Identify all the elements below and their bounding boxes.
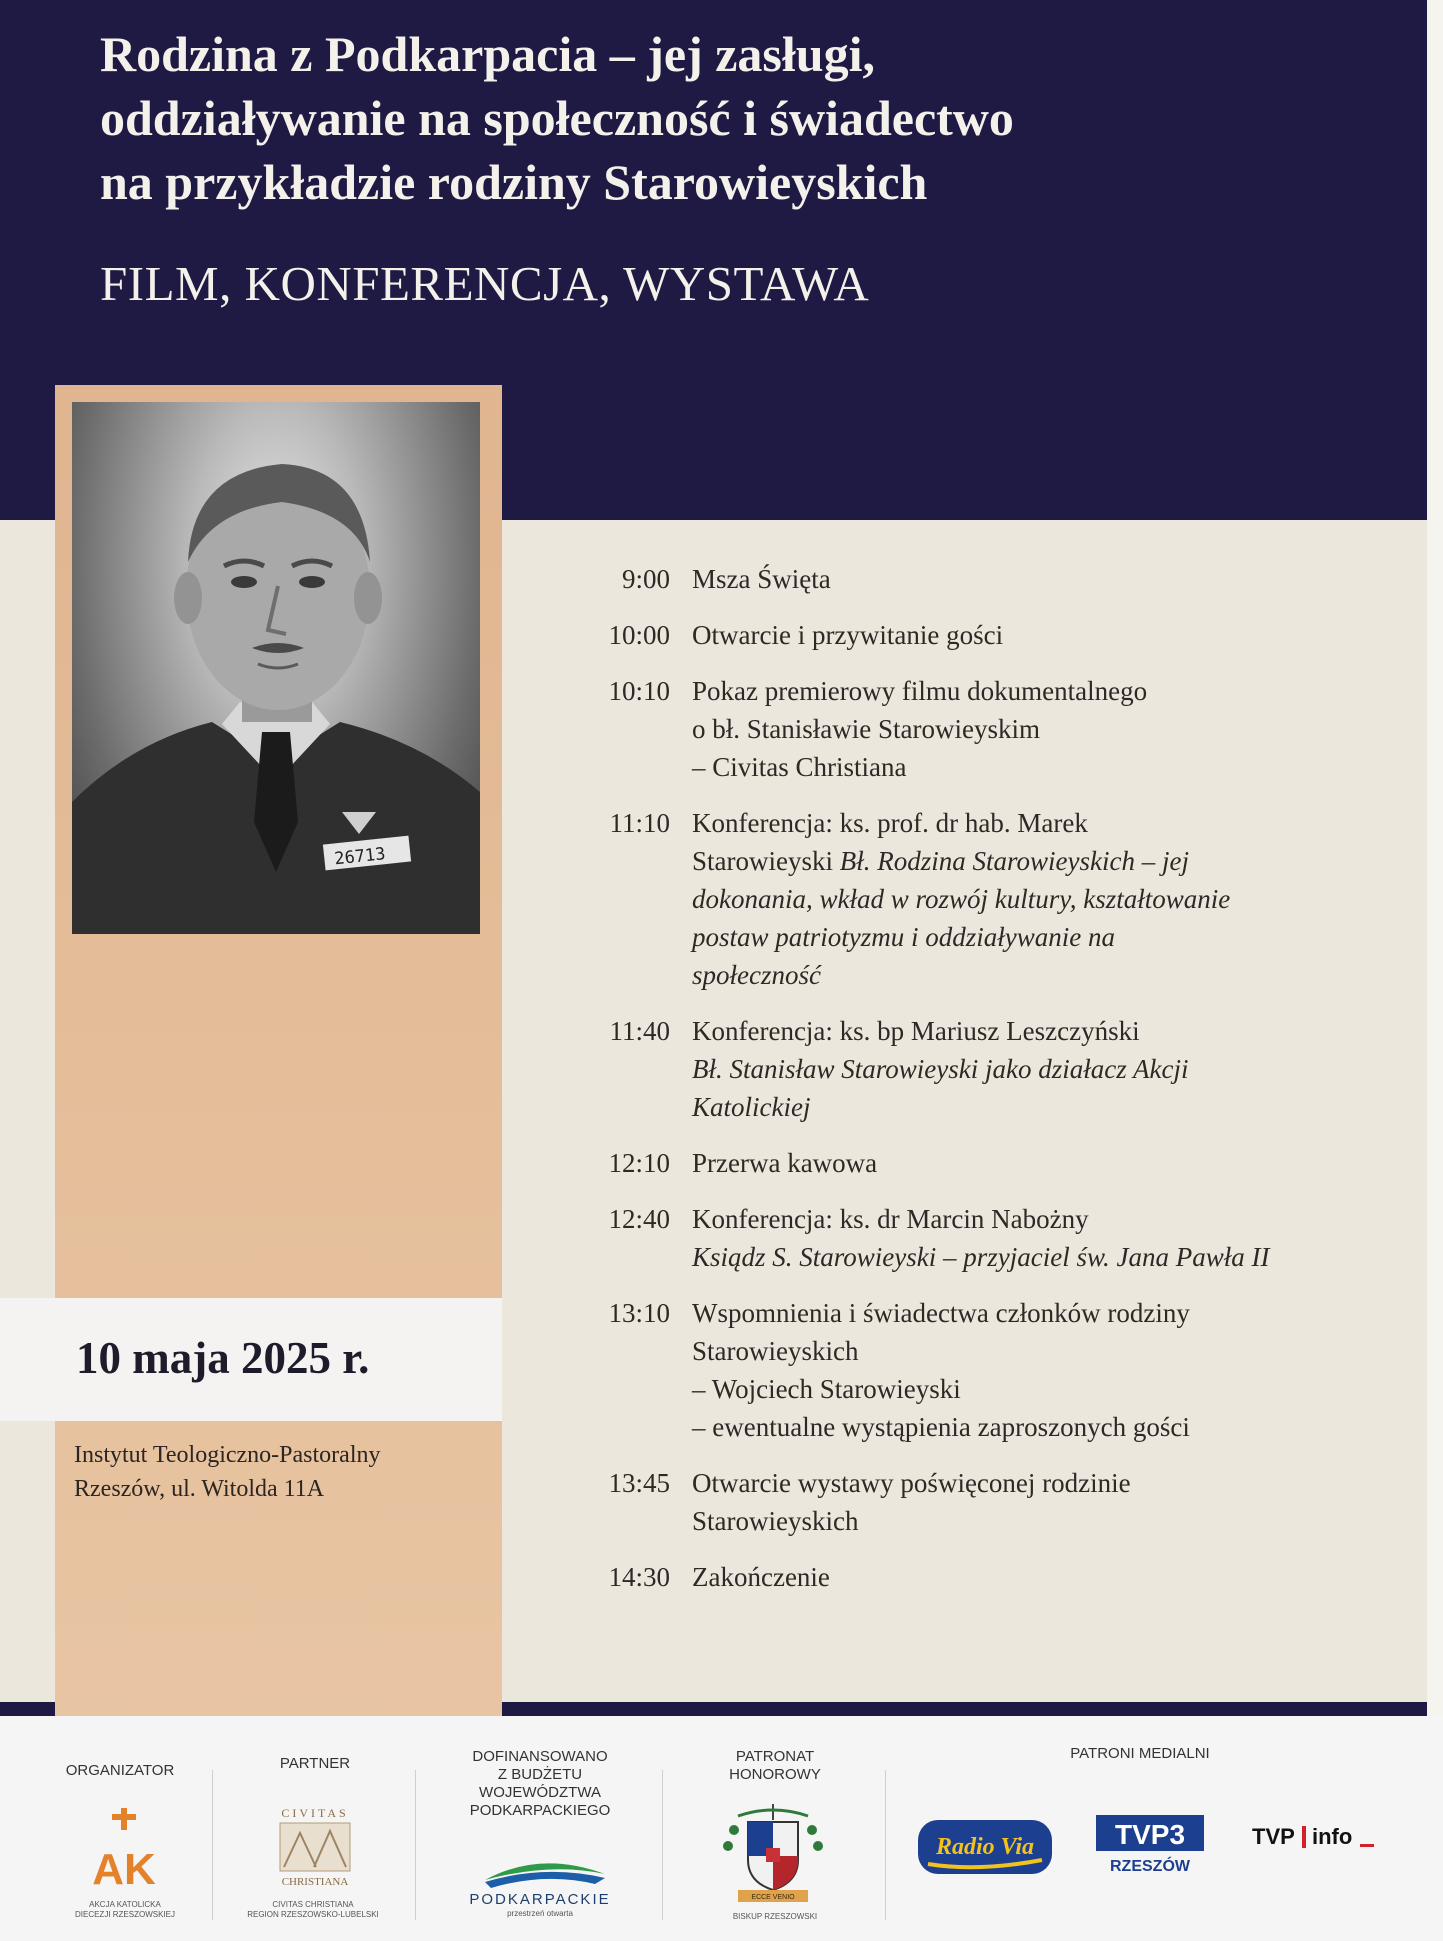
program-text: Msza Święta <box>692 564 831 594</box>
program-line <box>692 1464 1320 1502</box>
program-description <box>692 1144 1320 1182</box>
program-text: Pokaz premierowy filmu dokumentalnego <box>692 676 1148 706</box>
program-item <box>560 672 1320 786</box>
program-item <box>560 1558 1320 1596</box>
radio-via-wordmark: Radio Via <box>935 1834 1035 1860</box>
program-line <box>692 710 1320 748</box>
program-time: 14:30 <box>608 1562 670 1592</box>
portrait-illustration <box>72 402 480 934</box>
program-text: Starowieyskich <box>692 1336 859 1366</box>
program-line <box>692 1558 1320 1596</box>
christiana-wordmark: CHRISTIANA <box>281 1876 349 1888</box>
caption-line: DIECEZJI RZESZOWSKIEJ <box>74 1910 175 1919</box>
program-line <box>692 616 1320 654</box>
label-line: DOFINANSOWANO <box>472 1748 608 1765</box>
footer-divider <box>212 1770 213 1920</box>
patron-label <box>700 1748 850 1784</box>
civitas-christiana-logo <box>270 1803 360 1893</box>
program-line <box>692 842 1320 880</box>
program-text: Zakończenie <box>692 1562 830 1592</box>
program-item <box>560 1464 1320 1540</box>
civitas-wordmark: CIVITAS <box>281 1806 349 1820</box>
podkarpackie-wordmark: PODKARPACKIE <box>469 1891 611 1908</box>
program-line <box>692 1050 1320 1088</box>
patron-caption: BISKUP RZESZOWSKI <box>732 1912 818 1921</box>
program-time: 12:10 <box>608 1148 670 1178</box>
organizer-caption <box>60 1900 190 1920</box>
title-line: Rodzina z Podkarpacia – jej zasługi, <box>100 26 875 82</box>
title-line: oddziaływanie na społeczność i świadectwo <box>100 90 1014 146</box>
program-line <box>692 1200 1320 1238</box>
program-text: Wspomnienia i świadectwa członków rodziny <box>692 1298 1190 1328</box>
caption-line: AKCJA KATOLICKA <box>89 1900 161 1909</box>
program-time: 11:10 <box>609 808 670 838</box>
program-schedule <box>560 560 1320 1614</box>
tvp3-city: RZESZÓW <box>1110 1858 1190 1875</box>
tvp-wordmark: TVP <box>1252 1824 1295 1849</box>
program-text: Konferencja: ks. bp Mariusz Leszczyński <box>692 1016 1140 1046</box>
program-time: 10:00 <box>608 620 670 650</box>
portrait-photo <box>72 402 480 934</box>
program-item <box>560 1294 1320 1446</box>
program-italic-text: Ksiądz S. Starowieyski – przyjaciel św. Jana Pawła II <box>692 1242 1270 1272</box>
program-line <box>692 1144 1320 1182</box>
caption-line: CIVITAS CHRISTIANA <box>272 1900 354 1909</box>
program-time: 13:10 <box>608 1298 670 1328</box>
program-line <box>692 672 1320 710</box>
caption-line: REGION RZESZOWSKO-LUBELSKI <box>247 1910 379 1919</box>
footer-divider <box>662 1770 663 1920</box>
program-time: 12:40 <box>608 1204 670 1234</box>
portrait-badge-number: 26713 <box>333 844 387 870</box>
footer-divider <box>415 1770 416 1920</box>
footer-divider <box>885 1770 886 1920</box>
info-wordmark: info <box>1312 1824 1353 1849</box>
akcja-katolicka-logo <box>92 1808 156 1897</box>
event-date: 10 maja 2025 r. <box>76 1333 370 1383</box>
program-description <box>692 1200 1320 1276</box>
program-text: Otwarcie i przywitanie gości <box>692 620 1004 650</box>
program-description <box>692 672 1320 786</box>
program-line <box>692 748 1320 786</box>
program-line <box>692 1012 1320 1050</box>
program-description <box>692 804 1320 994</box>
program-line <box>692 804 1320 842</box>
program-italic-text: postaw patriotyzmu i oddziaływanie na <box>692 922 1116 952</box>
program-time: 13:45 <box>608 1468 670 1498</box>
program-item <box>560 616 1320 654</box>
label-line: PODKARPACKIEGO <box>469 1802 611 1819</box>
program-line <box>692 1294 1320 1332</box>
right-edge <box>1427 0 1443 1941</box>
program-italic-text: dokonania, wkład w rozwój kultury, kształtowanie <box>692 884 1231 914</box>
program-line <box>692 1088 1320 1126</box>
media-patrons-label: PATRONI MEDIALNI <box>1070 1745 1210 1762</box>
program-line <box>692 918 1320 956</box>
program-line <box>692 956 1320 994</box>
program-text: Przerwa kawowa <box>692 1148 878 1178</box>
program-description <box>692 1012 1320 1126</box>
program-italic-text: Bł. Rodzina Starowieyskich – jej <box>839 846 1189 876</box>
label-line: PATRONAT <box>735 1748 815 1765</box>
podkarpackie-logo <box>455 1850 625 1920</box>
venue-line: Instytut Teologiczno-Pastoralny <box>74 1442 381 1468</box>
program-description <box>692 1558 1320 1596</box>
program-item <box>560 804 1320 994</box>
bishop-coat-of-arms <box>718 1800 828 1905</box>
program-line <box>692 1370 1320 1408</box>
partner-caption <box>238 1900 388 1920</box>
poster-subtitle: FILM, KONFERENCJA, WYSTAWA <box>100 256 870 311</box>
program-text: Konferencja: ks. prof. dr hab. Marek <box>692 808 1088 838</box>
organizer-label: ORGANIZATOR <box>65 1762 175 1779</box>
program-item <box>560 1200 1320 1276</box>
program-time: 11:40 <box>609 1016 670 1046</box>
program-line <box>692 560 1320 598</box>
program-description <box>692 560 1320 598</box>
program-description <box>692 616 1320 654</box>
podkarpackie-tagline: przestrzeń otwarta <box>507 1909 573 1918</box>
program-text: Starowieyski <box>692 846 840 876</box>
program-text: Starowieyskich <box>692 1506 859 1536</box>
program-item <box>560 1144 1320 1182</box>
program-text: – Wojciech Starowieyski <box>692 1374 961 1404</box>
program-line <box>692 1408 1320 1446</box>
label-line: WOJEWÓDZTWA <box>479 1784 601 1801</box>
program-item <box>560 1012 1320 1126</box>
program-line <box>692 880 1320 918</box>
program-italic-text: społeczność <box>692 960 821 990</box>
program-item <box>560 560 1320 598</box>
ak-monogram: AK <box>92 1845 156 1892</box>
program-text: Konferencja: ks. dr Marcin Nabożny <box>692 1204 1089 1234</box>
program-time: 9:00 <box>621 564 670 594</box>
venue-line: Rzeszów, ul. Witolda 11A <box>74 1476 325 1502</box>
label-line: HONOROWY <box>729 1766 821 1783</box>
program-line <box>692 1502 1320 1540</box>
coat-of-arms-motto: ECCE VENIO <box>751 1894 795 1901</box>
program-description <box>692 1294 1320 1446</box>
title-line: na przykładzie rodziny Starowieyskich <box>100 154 928 210</box>
event-venue <box>74 1438 381 1506</box>
program-line <box>692 1238 1320 1276</box>
program-description <box>692 1464 1320 1540</box>
program-italic-text: Katolickiej <box>692 1092 811 1122</box>
program-text: – Civitas Christiana <box>692 752 907 782</box>
tvp3-rzeszow-logo <box>1096 1815 1204 1877</box>
program-text: Otwarcie wystawy poświęconej rodzinie <box>692 1468 1131 1498</box>
program-italic-text: Bł. Stanisław Starowieyski jako działacz Akcji <box>692 1054 1189 1084</box>
poster-title <box>100 22 1300 214</box>
partner-label: PARTNER <box>279 1755 351 1772</box>
radio-via-logo <box>918 1820 1052 1874</box>
tvp-info-logo <box>1252 1818 1380 1858</box>
tvp3-wordmark: TVP3 <box>1114 1819 1186 1850</box>
label-line: Z BUDŻETU <box>497 1766 583 1783</box>
funding-label <box>440 1748 640 1820</box>
program-text: – ewentualne wystąpienia zaproszonych gości <box>692 1412 1190 1442</box>
program-text: o bł. Stanisławie Starowieyskim <box>692 714 1040 744</box>
program-line <box>692 1332 1320 1370</box>
program-time: 10:10 <box>608 676 670 706</box>
